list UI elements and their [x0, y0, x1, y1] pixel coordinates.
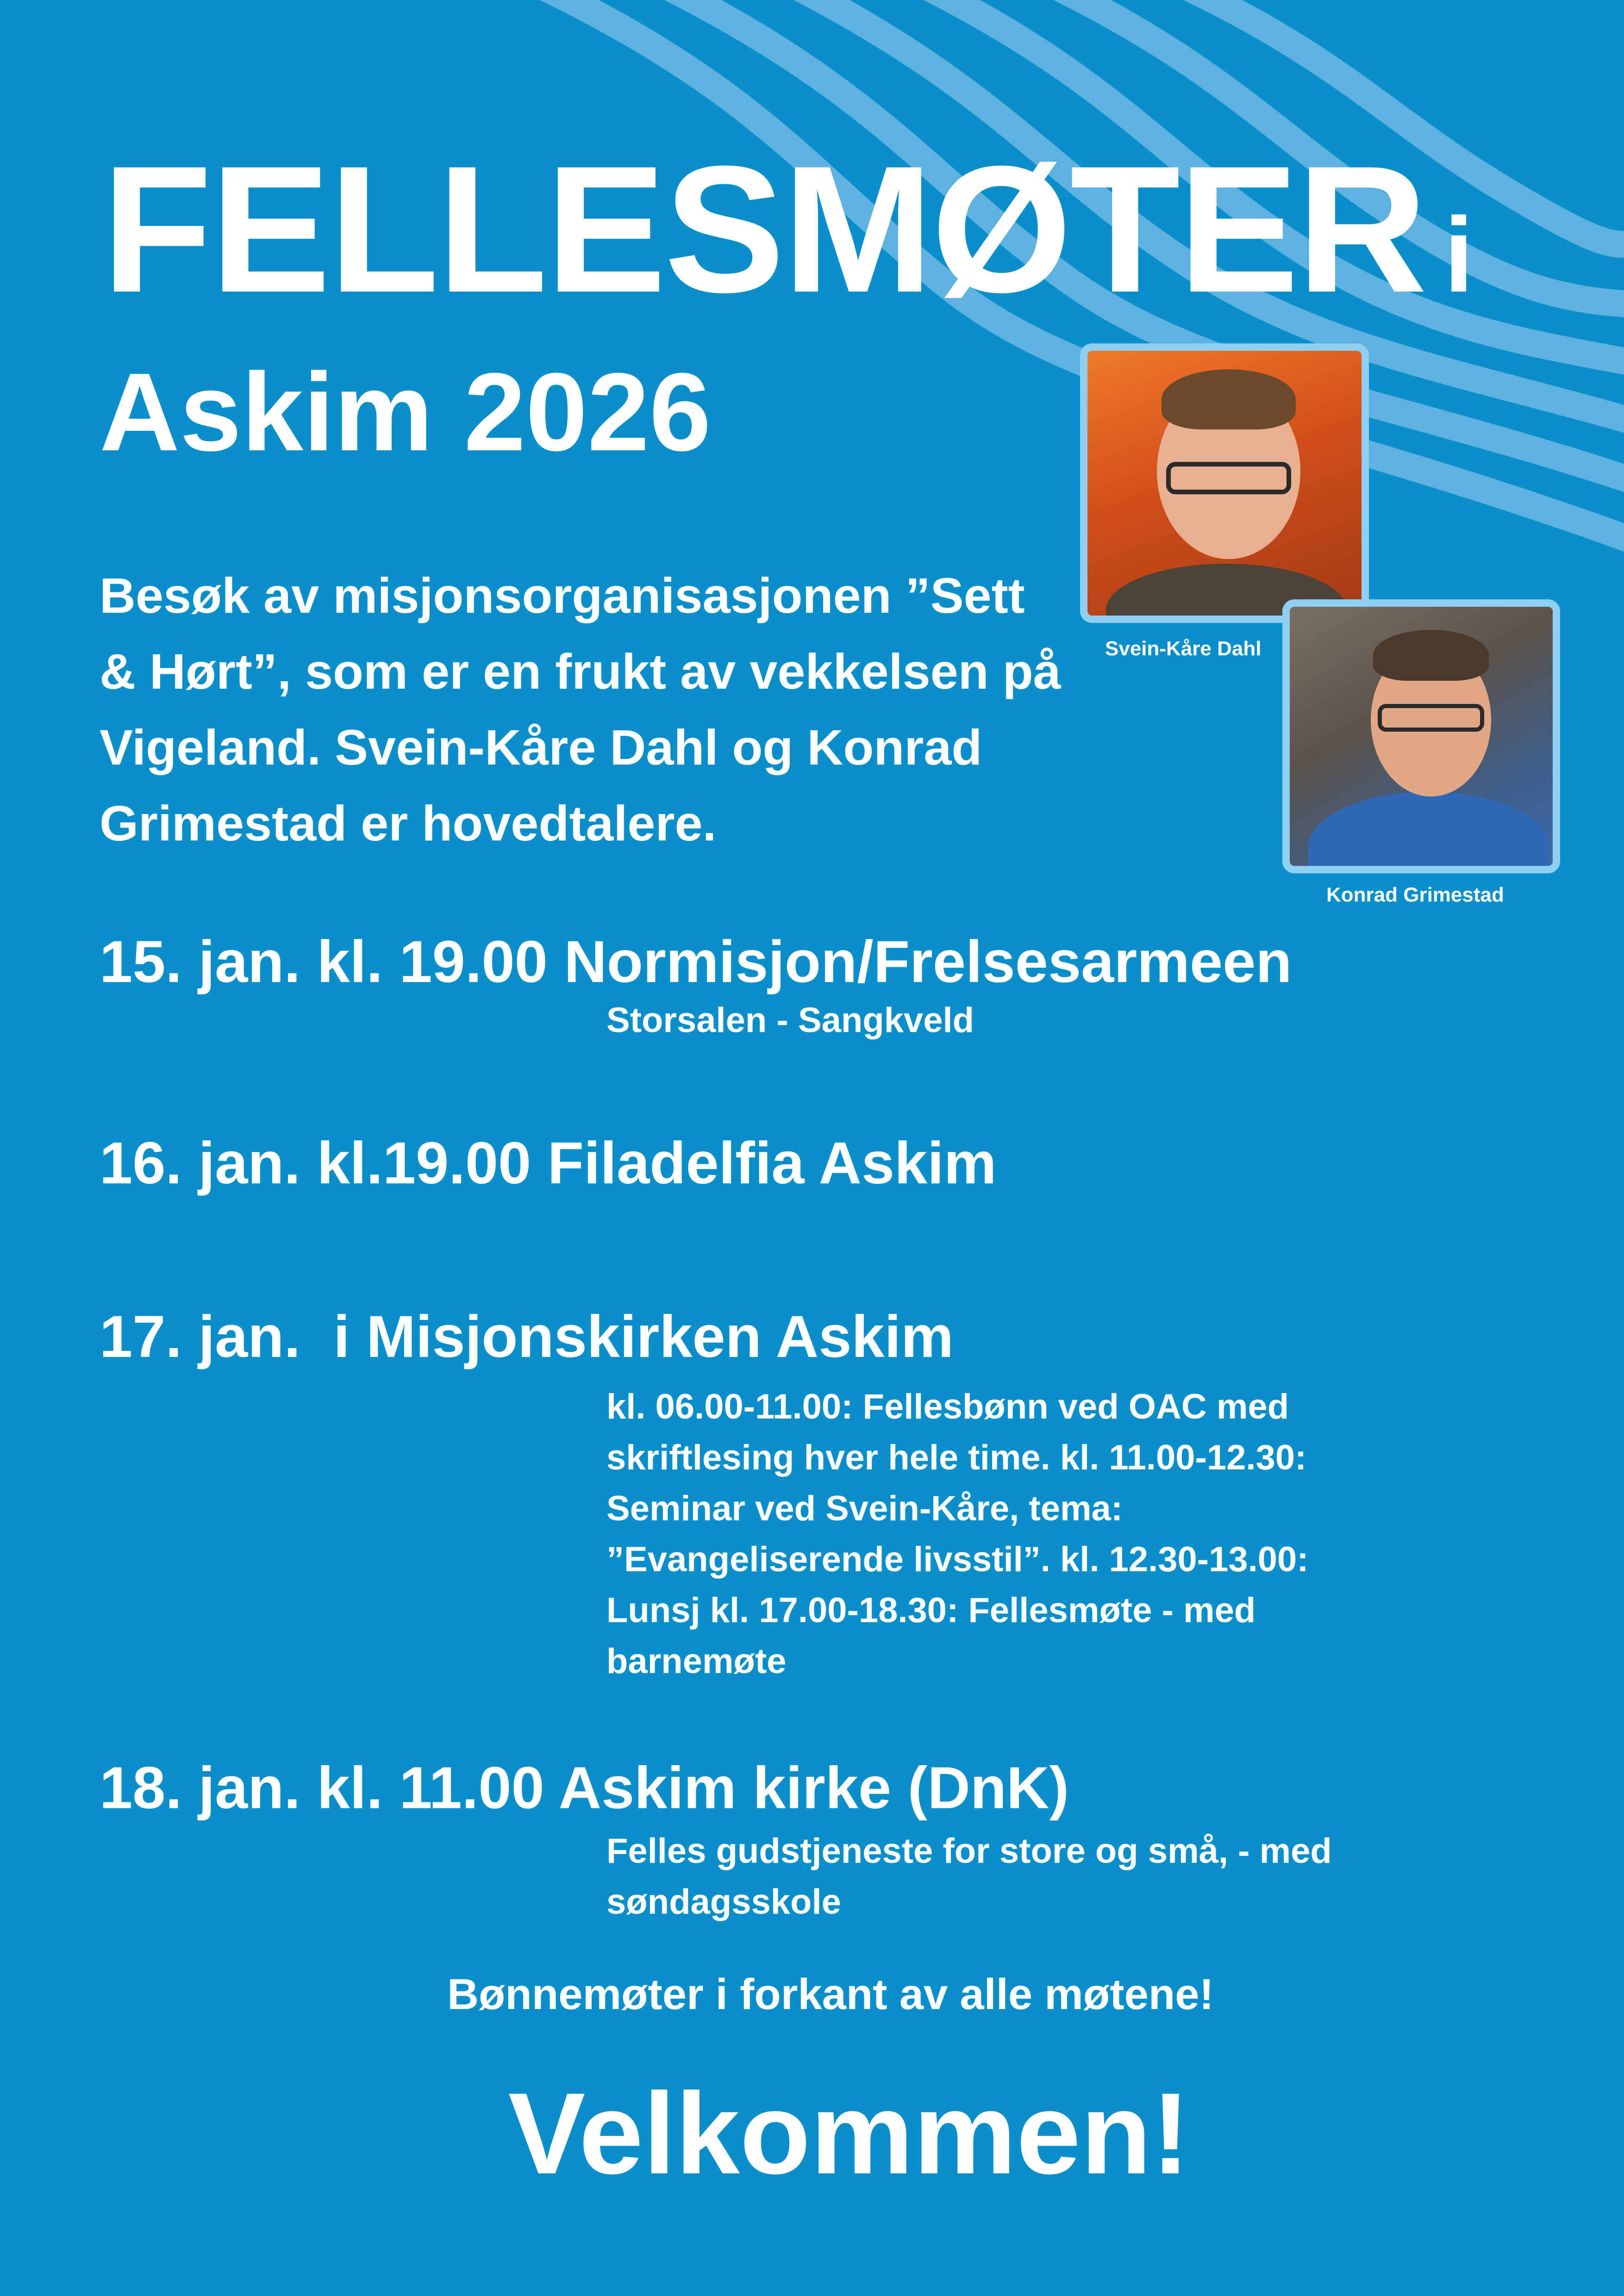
- welcome-text: [0, 2069, 1624, 2198]
- photo-glasses: [1166, 462, 1291, 494]
- page-subtitle: Askim 2026: [100, 350, 711, 474]
- event-heading: 16. jan. kl.19.00 Filadelfia Askim: [100, 1130, 997, 1196]
- title-main: FELLESMØTER: [102, 128, 1426, 330]
- event-details: Storsalen - Sangkveld: [606, 1001, 974, 1040]
- photo-shirt: [1308, 792, 1549, 873]
- event-details: Felles gudstjeneste for store og små, - med søndagsskole: [606, 1831, 1332, 1922]
- speaker-caption: Svein-Kåre Dahl: [1105, 637, 1262, 660]
- event-heading: 18. jan. kl. 11.00 Askim kirke (DnK): [100, 1755, 1069, 1821]
- welcome-text-label: Velkommen!: [508, 2069, 1190, 2198]
- event-heading: 17. jan. i Misjonskirken Askim: [100, 1304, 954, 1370]
- prayer-note: [0, 1972, 1624, 2016]
- prayer-note-text: Bønnemøter i forkant av alle møtene!: [447, 1970, 1214, 2018]
- event-details: kl. 06.00-11.00: Fellesbønn ved OAC med skriftlesing hver hele time. kl. 11.00-12.30: Seminar ved Svein-Kåre, tema: ”Evangeliserende livsstil”. kl. 12.30-13.00: Lunsj kl. 17.00-18.30: Fellesmøte - med barnemøte: [606, 1387, 1309, 1681]
- intro-text: Besøk av misjonsorganisasjonen ”Sett & Hørt”, som er en frukt av vekkelsen på Vigeland. Svein-Kåre Dahl og Konrad Grimestad er hovedtalere.: [100, 567, 1061, 851]
- page-title: [102, 128, 1472, 330]
- speaker-photo-svein-kare-dahl: [1080, 343, 1369, 623]
- event-heading: 15. jan. kl. 19.00 Normisjon/Frelsesarmeen: [100, 929, 1292, 995]
- photo-hair: [1373, 630, 1489, 681]
- speaker-caption: Konrad Grimestad: [1326, 884, 1504, 906]
- title-suffix: i: [1444, 195, 1472, 314]
- photo-glasses: [1378, 704, 1484, 732]
- speaker-photo-konrad-grimestad: [1282, 599, 1560, 873]
- photo-hair: [1162, 369, 1296, 429]
